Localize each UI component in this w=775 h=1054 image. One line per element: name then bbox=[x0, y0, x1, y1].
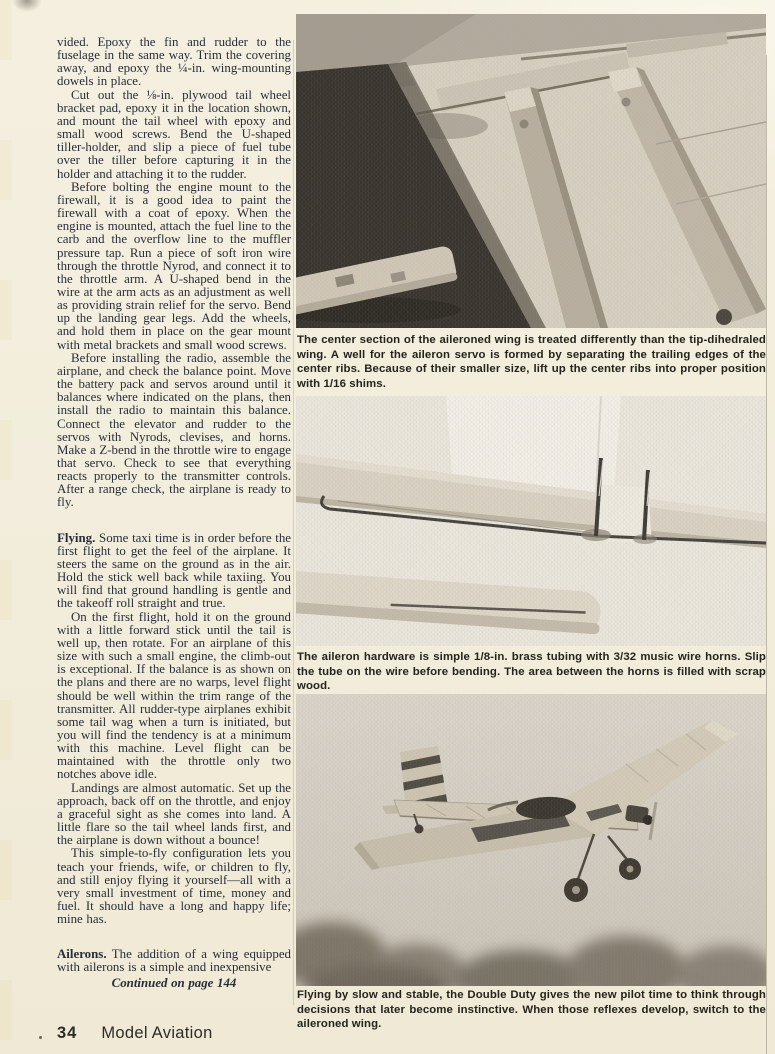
article-paragraphs bbox=[57, 36, 291, 975]
photo-caption-3: Flying by slow and stable, the Double Duty gives the new pilot time to think through decisions that later become instinctive. When those reflexes develop, switch to the aileroned wing. bbox=[297, 989, 766, 1031]
article-paragraph: vided. Epoxy the fin and rudder to the fuselage in the same way. Trim the covering away, and epoxy the ¼-in. wing-mounting dowels in place. bbox=[57, 35, 291, 89]
photo-wing-center-section bbox=[296, 14, 766, 328]
scan-right-edge-line bbox=[766, 55, 767, 1054]
scan-left-edge-tint bbox=[0, 0, 12, 1054]
article-paragraph: Ailerons. The addition of a wing equipped with ailerons is a simple and inexpensive bbox=[57, 947, 291, 975]
aileron-hardware-illustration bbox=[296, 396, 766, 646]
airplane-illustration bbox=[296, 694, 766, 986]
article-paragraph: This simple-to-fly configuration lets you teach your friends, wife, or children to fly, and still enjoy flying it yourself—all with a very small investment of time, money and fuel. It should have a long and happy life; mine has. bbox=[57, 846, 291, 927]
continued-note: Continued on page 144 bbox=[111, 975, 237, 990]
paragraph-lead: Ailerons. bbox=[57, 947, 107, 962]
article-paragraph: Landings are almost automatic. Set up the approach, back off on the throttle, and enjoy a graceful sight as she comes into land. A little flare so the tail wheel lands first, and the airplane is down without a bounce! bbox=[57, 780, 291, 848]
article-paragraph: Before bolting the engine mount to the firewall, it is a good idea to paint the firewall with a coat of epoxy. When the engine is mounted, attach the fuel line to the carb and the overflow line to the muffler pressure tap. Run a piece of soft iron wire through the throttle Nyrod, and connect it to the throttle arm. A U-shaped bend in the wire at the arm acts as an adjustment as well as providing strain relief for the servo. Bend up the landing gear legs. Add the wheels, and hold them in place on the gear mount with metal brackets and small wood screws. bbox=[57, 179, 291, 352]
page-footer bbox=[57, 1024, 213, 1043]
magazine-title: Model Aviation bbox=[101, 1024, 213, 1042]
scan-smudge bbox=[12, 0, 42, 12]
article-paragraph: Cut out the ⅛-in. plywood tail wheel bracket pad, epoxy it in the location shown, and mount the tail wheel with epoxy and small wood screws. Bend the U-shaped tiller-holder, and slip a piece of fuel tube over the tiller before capturing it in the holder and attaching it to the rudder. bbox=[57, 87, 291, 181]
photo-caption-2: The aileron hardware is simple 1/8-in. brass tubing with 3/32 music wire horns. Slip the tube on the wire before bending. The area between the horns is filled with scrap wood. bbox=[297, 651, 766, 693]
footer-dot bbox=[39, 1036, 42, 1039]
column-divider-line bbox=[293, 40, 294, 1005]
paragraph-lead: Flying. bbox=[57, 530, 96, 545]
page-number: 34 bbox=[57, 1024, 78, 1042]
photo-caption-1: The center section of the aileroned wing is treated differently than the tip-dihedraled wing. A well for the aileron servo is formed by separating the trailing edges of the center ribs. Because of their smaller size, lift up the center ribs into proper position with 1/16 shims. bbox=[297, 334, 766, 391]
photo-double-duty-flying bbox=[296, 694, 766, 986]
article-paragraph: On the first flight, hold it on the ground with a little forward stick until the tail is well up, then rotate. For an airplane of this size with such a small engine, the climb-out is exceptional. If the balance is as shown on the plans and there are no warps, level flight should be well within the trim range of the transmitter. All rudder-type airplanes exhibit some tail wag when a turn is initiated, but you will find the tendency is at a minimum with this machine. Level flight can be maintained with the throttle only two notches above idle. bbox=[57, 609, 291, 782]
article-column bbox=[57, 36, 291, 990]
wing-structure-illustration bbox=[296, 14, 766, 328]
article-paragraph: Flying. Some taxi time is in order before the first flight to get the feel of the airplane. It steers the same on the ground as in the air. Hold the stick well back while taxiing. You will find that ground handling is gentle and the takeoff roll straight and true. bbox=[57, 530, 291, 611]
article-paragraph: Before installing the radio, assemble the airplane, and check the balance point. Move the battery pack and servos around until it balances where indicated on the plans, then install the radio to maintain this balance. Connect the elevator and rudder to the servos with Nyrods, clevises, and horns. Make a Z-bend in the throttle wire to engage that servo. Check to see that everything reacts properly to the transmitter controls. After a range check, the airplane is ready to fly. bbox=[57, 350, 291, 510]
photo-aileron-hardware bbox=[296, 396, 766, 646]
